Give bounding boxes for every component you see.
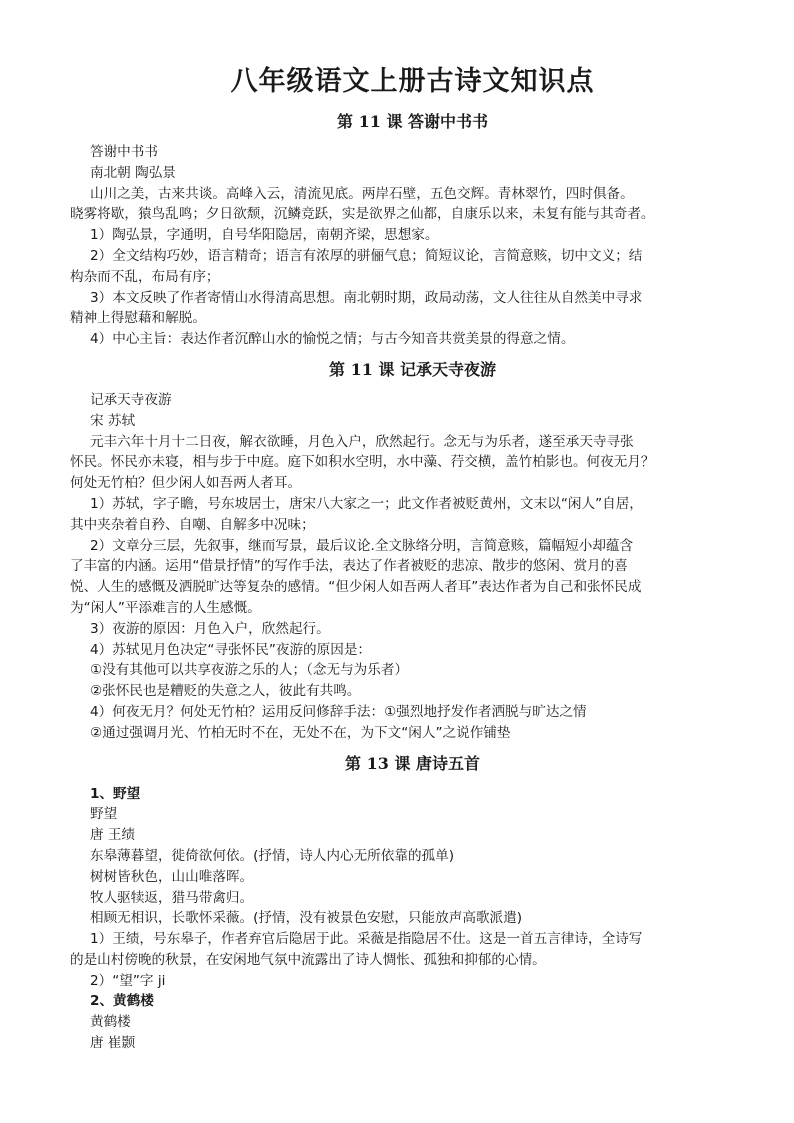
lesson-heading-jichengtiansiyeyou: 第 11 课 记承天寺夜游	[329, 359, 496, 379]
section-title-yewang: 1、野望	[90, 785, 141, 802]
note-line: 2）全文结构巧妙，语言精奇；语言有浓厚的骈俪气息；简短议论，言简意赅，切中文义；结	[90, 247, 643, 264]
note-line: 构杂而不乱，布局有序；	[70, 268, 220, 285]
note-line: 1）陶弘景，字通明，自号华阳隐居，南朝齐梁，思想家。	[90, 227, 439, 244]
note-line: ②通过强调月光、竹柏无时不在，无处不在，为下文“闲人”之说作铺垫	[90, 724, 511, 741]
text-body-line: 元丰六年十月十二日夜，解衣欲睡，月色入户，欣然起行。念无与为乐者，遂至承天寺寻张	[90, 433, 634, 450]
note-line: 3）本文反映了作者寄情山水得清高思想。南北朝时期，政局动荡，文人往往从自然美中寻求	[90, 289, 643, 306]
poem-author: 唐 王绩	[90, 827, 136, 844]
note-line: ①没有其他可以共享夜游之乐的人；（念无与为乐者）	[90, 662, 409, 679]
document-page	[70, 62, 735, 1054]
note-line: 2）文章分三层，先叙事，继而写景，最后议论.全文脉络分明，言简意赅，篇幅短小却蕴含	[90, 537, 634, 554]
note-line: ②张怀民也是糟贬的失意之人，彼此有共鸣。	[90, 683, 361, 700]
text-author: 南北朝 陶弘景	[90, 164, 176, 181]
note-line: 精神上得慰藉和解脱。	[70, 310, 206, 327]
text-body-line: 怀民。怀民亦未寝，相与步于中庭。庭下如积水空明，水中藻、荇交横，盖竹柏影也。何夜无月？	[70, 454, 655, 471]
text-title: 记承天寺夜游	[90, 391, 172, 408]
note-line: 1）苏轼，字子瞻，号东坡居士，唐宋八大家之一；此文作者被贬黄州，文末以“闲人”自居，	[90, 495, 643, 512]
poem-line: 树树皆秋色，山山唯落晖。	[90, 868, 254, 885]
note-line: 悦、人生的感慨及洒脱旷达等复杂的感情。“但少闲人如吾两人者耳”表达作者为自己和张怀民成	[70, 579, 642, 596]
text-body-line: 何处无竹柏？但少闲人如吾两人者耳。	[70, 475, 302, 492]
note-line: 为“闲人”平添难言的人生感慨。	[70, 599, 261, 616]
note-line: 的是山村傍晚的秋景，在安闲地气氛中流露出了诗人惆怅、孤独和抑郁的心情。	[70, 951, 546, 968]
note-line: 其中夹杂着自矜、自嘲、自解多中况味；	[70, 516, 315, 533]
poem-author: 唐 崔颢	[90, 1035, 136, 1052]
poem-line: 相顾无相识，长歌怀采薇。(抒情，没有被景色安慰，只能放声高歌派遣)	[90, 910, 523, 927]
text-body-line: 山川之美，古来共谈。高峰入云，清流见底。两岸石壁，五色交辉。青林翠竹，四时俱备。	[90, 185, 634, 202]
text-author: 宋 苏轼	[90, 412, 136, 429]
poem-line: 牧人驱犊返，猎马带禽归。	[90, 889, 254, 906]
note-line: 4）中心主旨：表达作者沉醉山水的愉悦之情；与古今知音共赏美景的得意之情。	[90, 331, 575, 348]
lesson-heading-dashuzhongshushu: 第 11 课 答谢中书书	[337, 112, 488, 131]
document-title: 八年级语文上册古诗文知识点	[230, 66, 595, 97]
note-line: 3）夜游的原因：月色入户，欣然起行。	[90, 620, 330, 637]
note-line: 4）苏轼见月色决定“寻张怀民”夜游的原因是：	[90, 641, 372, 658]
note-line: 1）王绩，号东皋子，作者弃官后隐居于此。采薇是指隐居不仕。这是一首五言律诗，全诗写	[90, 931, 643, 948]
poem-line: 东皋薄暮望，徙倚欲何依。(抒情，诗人内心无所依靠的孤单)	[90, 847, 455, 864]
section-title-huanghelou: 2、黄鹤楼	[90, 993, 154, 1010]
poem-title: 野望	[90, 806, 118, 823]
lesson-heading-tangshiwushou: 第 13 课 唐诗五首	[345, 753, 480, 773]
note-line: 2）“望”字 ji	[90, 972, 166, 989]
note-line: 4）何夜无月？何处无竹柏？运用反问修辞手法：①强烈地抒发作者洒脱与旷达之情	[90, 703, 587, 720]
text-title: 答谢中书书	[90, 144, 158, 160]
note-line: 了丰富的内涵。运用“借景抒情”的写作手法，表达了作者被贬的悲凉、散步的悠闲、赏月的喜	[70, 558, 628, 575]
text-body-line: 晓雾将歇，猿鸟乱鸣；夕日欲颓，沉鳞竞跃，实是欲界之仙都，自康乐以来，未复有能与其奇者。	[70, 206, 655, 223]
poem-title: 黄鹤楼	[90, 1014, 131, 1031]
